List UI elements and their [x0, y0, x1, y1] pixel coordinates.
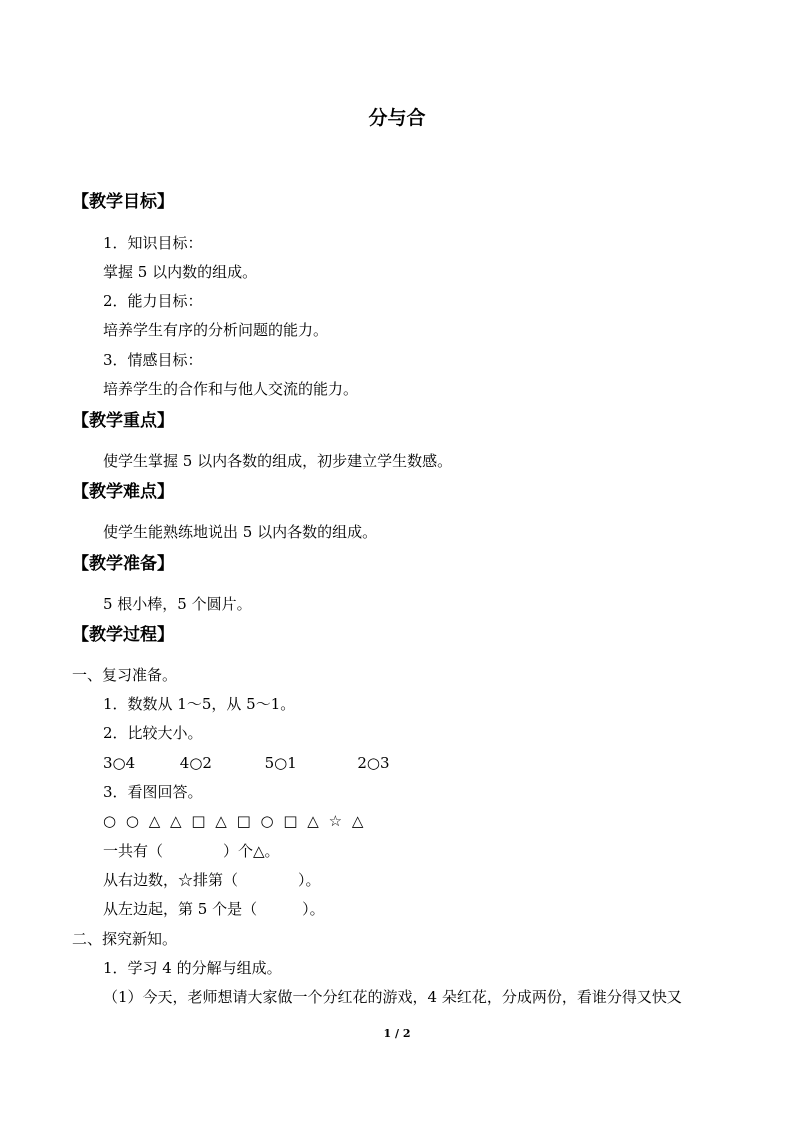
goal-1-text: 掌握 5 以内数的组成。	[103, 263, 258, 281]
step-4-paragraph-1: （1）今天，老师想请大家做一个分红花的游戏，4 朵红花，分成两份，看谁分得又快又	[103, 988, 682, 1006]
step-1-text: 1．数数从 1～5，从 5～1。	[103, 695, 296, 713]
question-3: 从左边起，第 5 个是（ ）。	[103, 900, 325, 918]
section-heading-key-points: 【教学重点】	[72, 411, 174, 431]
step-3-text: 3．看图回答。	[103, 783, 203, 801]
difficulties-text: 使学生能熟练地说出 5 以内各数的组成。	[103, 523, 378, 541]
comparison-item: 5○1	[264, 754, 297, 772]
section-heading-process: 【教学过程】	[72, 625, 174, 645]
goal-2-label: 2．能力目标：	[103, 292, 203, 310]
comparison-item: 4○2	[179, 754, 212, 772]
goal-3-label: 3．情感目标：	[103, 351, 203, 369]
shape-sequence: ○ ○ △ △ □ △ □ ○ □ △ ☆ △	[103, 812, 364, 830]
part-2-title: 二、探究新知。	[72, 930, 178, 948]
comparison-row	[103, 753, 390, 773]
page-number: 1 / 2	[383, 1027, 411, 1040]
question-2: 从右边数，☆排第（ ）。	[103, 871, 321, 889]
goal-1-label: 1．知识目标：	[103, 234, 203, 252]
section-heading-goals: 【教学目标】	[72, 192, 174, 212]
question-1: 一共有（ ）个△。	[103, 842, 280, 860]
step-4-text: 1．学习 4 的分解与组成。	[103, 959, 282, 977]
comparison-item: 2○3	[357, 754, 390, 772]
goal-3-text: 培养学生的合作和与他人交流的能力。	[103, 380, 359, 398]
document-title: 分与合	[368, 107, 426, 129]
comparison-item: 3○4	[103, 754, 136, 772]
section-heading-difficulties: 【教学难点】	[72, 482, 174, 502]
section-heading-preparation: 【教学准备】	[72, 554, 174, 574]
preparation-text: 5 根小棒，5 个圆片。	[103, 595, 252, 613]
part-1-title: 一、复习准备。	[72, 666, 178, 684]
goal-2-text: 培养学生有序的分析问题的能力。	[103, 321, 329, 339]
step-2-text: 2．比较大小。	[103, 724, 203, 742]
key-points-text: 使学生掌握 5 以内各数的组成，初步建立学生数感。	[103, 452, 453, 470]
